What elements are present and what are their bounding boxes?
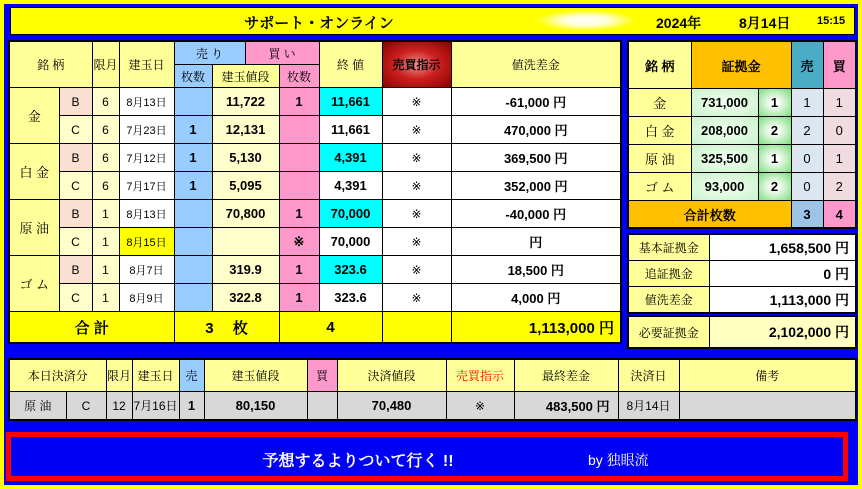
- contract-month-cell: 6: [92, 144, 119, 172]
- close-price-cell: 11,661: [319, 116, 382, 144]
- buy-qty-cell: 1: [279, 200, 319, 228]
- position-date-cell: 7月17日: [119, 172, 174, 200]
- col-header-buy: 買 い: [245, 41, 319, 65]
- buy-count-cell: 1: [823, 89, 856, 117]
- sell-qty-cell: 1: [174, 172, 212, 200]
- required-margin-row: [628, 316, 856, 348]
- settle-date-cell: 8月14日: [618, 392, 679, 421]
- settlement-table: [8, 358, 857, 421]
- commodity-name-cell: ゴ ム: [9, 256, 59, 312]
- buy-qty-cell: [279, 144, 319, 172]
- col-header-buy: 買: [823, 41, 856, 89]
- position-date-cell: 8月9日: [119, 284, 174, 312]
- col-header-contract-month: 限月: [92, 41, 119, 88]
- instruction-cell: ※: [382, 284, 451, 312]
- position-row-rubber-b: [9, 256, 621, 284]
- col-header-buy: 買: [307, 359, 337, 392]
- buy-count-cell: 1: [823, 145, 856, 173]
- sell-count-cell: 0: [791, 145, 823, 173]
- margin-amount-cell: 325,500: [691, 145, 758, 173]
- required-margin-label: 必要証拠金: [628, 316, 709, 348]
- margin-multiplier-cell: 1: [758, 145, 791, 173]
- sell-qty-cell: [174, 256, 212, 284]
- commodity-name-cell: ゴ ム: [628, 173, 691, 201]
- col-header-sell: 売 り: [174, 41, 245, 65]
- col-header-sell: 売: [179, 359, 204, 392]
- slogan-banner: [6, 432, 848, 481]
- sell-qty-cell: 1: [174, 116, 212, 144]
- series-cell: B: [59, 144, 92, 172]
- close-price-cell: 4,391: [319, 144, 382, 172]
- sell-qty-cell: [174, 228, 212, 256]
- col-header-position-price: 建玉値段: [212, 65, 279, 88]
- total-buy-qty: 4: [279, 312, 382, 344]
- mtm-pl-cell: 352,000 円: [451, 172, 621, 200]
- sell-count-cell: 1: [791, 89, 823, 117]
- close-price-cell: 4,391: [319, 172, 382, 200]
- slogan-text: 予想するよりついて行く !!: [262, 453, 454, 470]
- series-cell: C: [59, 284, 92, 312]
- credit-text: by 独眼流: [588, 452, 649, 468]
- commodity-name-cell: 白 金: [628, 117, 691, 145]
- positions-table: [8, 40, 622, 344]
- highlight-glow: [536, 10, 636, 31]
- position-price-cell: 12,131: [212, 116, 279, 144]
- sell-qty-cell: [174, 88, 212, 116]
- date-label: 8月14日: [739, 15, 791, 31]
- close-price-cell: 70,000: [319, 200, 382, 228]
- instruction-cell: ※: [446, 392, 514, 421]
- margin-row-platinum: [628, 117, 856, 145]
- col-header-today-settlement: 本日決済分: [9, 359, 106, 392]
- buy-qty-cell: 1: [279, 284, 319, 312]
- col-header-sell-qty: 枚数: [174, 65, 212, 88]
- total-instruction: [382, 312, 451, 344]
- position-date-cell: 8月7日: [119, 256, 174, 284]
- col-header-buy-qty: 枚数: [279, 65, 319, 88]
- instruction-cell: ※: [382, 200, 451, 228]
- sell-count-cell: 0: [791, 173, 823, 201]
- total-sell-qty: 3 枚: [174, 312, 279, 344]
- title-bar: [10, 7, 855, 35]
- summary-value: 1,113,000 円: [709, 287, 856, 314]
- settle-price-cell: 70,480: [337, 392, 446, 421]
- position-row-platinum-c: [9, 172, 621, 200]
- note-cell: [679, 392, 856, 421]
- col-header-sell: 売: [791, 41, 823, 89]
- summary-row-additional-margin: [628, 261, 856, 287]
- total-lots-label: 合計枚数: [628, 201, 791, 229]
- col-header-position-price: 建玉値段: [204, 359, 307, 392]
- final-pl-cell: 483,500 円: [514, 392, 618, 421]
- position-row-gold-c: [9, 116, 621, 144]
- time-label: 15:15: [817, 15, 846, 27]
- contract-month-cell: 12: [106, 392, 132, 421]
- position-price-cell: [212, 228, 279, 256]
- position-date-cell: 7月16日: [132, 392, 179, 421]
- year-label: 2024年: [656, 15, 702, 31]
- buy-qty-cell: [307, 392, 337, 421]
- sell-qty-cell: [174, 284, 212, 312]
- summary-value: 1,658,500 円: [709, 234, 856, 261]
- col-header-position-date: 建玉日: [132, 359, 179, 392]
- required-margin-value: 2,102,000 円: [709, 316, 856, 348]
- position-date-cell: 8月13日: [119, 88, 174, 116]
- commodity-name-cell: 金: [628, 89, 691, 117]
- position-row-oil-c: [9, 228, 621, 256]
- margin-multiplier-cell: 2: [758, 173, 791, 201]
- col-header-close: 終 値: [319, 41, 382, 88]
- required-margin-table: [627, 315, 857, 349]
- contract-month-cell: 6: [92, 116, 119, 144]
- summary-value: 0 円: [709, 261, 856, 287]
- col-header-mtm-pl: 値洗差金: [451, 41, 621, 88]
- commodity-name-cell: 白 金: [9, 144, 59, 200]
- instruction-cell: ※: [382, 172, 451, 200]
- position-price-cell: 5,095: [212, 172, 279, 200]
- sell-qty-cell: 1: [179, 392, 204, 421]
- position-date-cell: 7月12日: [119, 144, 174, 172]
- total-lots-row: [628, 201, 856, 229]
- commodity-name-cell: 金: [9, 88, 59, 144]
- series-cell: C: [59, 116, 92, 144]
- contract-month-cell: 6: [92, 172, 119, 200]
- margin-amount-cell: 93,000: [691, 173, 758, 201]
- settlement-row-oil: [9, 392, 856, 421]
- instruction-cell: ※: [382, 88, 451, 116]
- commodity-name-cell: 原 油: [628, 145, 691, 173]
- position-row-rubber-c: [9, 284, 621, 312]
- position-price-cell: 11,722: [212, 88, 279, 116]
- series-cell: B: [59, 256, 92, 284]
- buy-qty-cell: [279, 172, 319, 200]
- contract-month-cell: 6: [92, 88, 119, 116]
- col-header-note: 備考: [679, 359, 856, 392]
- buy-qty-cell: 1: [279, 256, 319, 284]
- col-header-position-date: 建玉日: [119, 41, 174, 88]
- col-header-margin: 証拠金: [691, 41, 791, 89]
- col-header-commodity: 銘 柄: [628, 41, 691, 89]
- mtm-pl-cell: 18,500 円: [451, 256, 621, 284]
- mtm-pl-cell: -61,000 円: [451, 88, 621, 116]
- position-date-cell: 8月13日: [119, 200, 174, 228]
- position-row-oil-b: [9, 200, 621, 228]
- total-sell-lots: 3: [791, 201, 823, 229]
- series-cell: C: [59, 228, 92, 256]
- series-cell: C: [66, 392, 106, 421]
- col-header-settle-date: 決済日: [618, 359, 679, 392]
- col-header-final-pl: 最終差金: [514, 359, 618, 392]
- position-price-cell: 80,150: [204, 392, 307, 421]
- trade-instruction-button[interactable]: 売買指示: [382, 41, 451, 88]
- margin-row-gold: [628, 89, 856, 117]
- col-header-settle-price: 決済値段: [337, 359, 446, 392]
- instruction-cell: ※: [382, 144, 451, 172]
- position-date-cell-highlighted: 8月15日: [119, 228, 174, 256]
- buy-count-cell: 0: [823, 117, 856, 145]
- margin-table: [627, 40, 857, 229]
- total-buy-lots: 4: [823, 201, 856, 229]
- series-cell: C: [59, 172, 92, 200]
- contract-month-cell: 1: [92, 200, 119, 228]
- series-cell: B: [59, 200, 92, 228]
- series-cell: B: [59, 88, 92, 116]
- position-row-gold-b: [9, 88, 621, 116]
- close-price-cell: 323.6: [319, 256, 382, 284]
- mtm-pl-cell: 470,000 円: [451, 116, 621, 144]
- margin-amount-cell: 731,000: [691, 89, 758, 117]
- instruction-cell: ※: [382, 116, 451, 144]
- summary-label: 基本証拠金: [628, 234, 709, 261]
- commodity-name-cell: 原 油: [9, 200, 59, 256]
- total-label: 合 計: [9, 312, 174, 344]
- sell-qty-cell: [174, 200, 212, 228]
- margin-amount-cell: 208,000: [691, 117, 758, 145]
- position-price-cell: 322.8: [212, 284, 279, 312]
- mtm-pl-cell: 4,000 円: [451, 284, 621, 312]
- buy-qty-cell: 1: [279, 88, 319, 116]
- instruction-cell: ※: [382, 256, 451, 284]
- col-header-commodity: 銘 柄: [9, 41, 92, 88]
- buy-count-cell: 2: [823, 173, 856, 201]
- close-price-cell: 11,661: [319, 88, 382, 116]
- mtm-pl-cell: -40,000 円: [451, 200, 621, 228]
- positions-total-row: [9, 312, 621, 344]
- summary-row-mtm-pl: [628, 287, 856, 314]
- margin-summary-table: [627, 233, 857, 314]
- position-price-cell: 70,800: [212, 200, 279, 228]
- close-price-cell: 323.6: [319, 284, 382, 312]
- sell-qty-cell: 1: [174, 144, 212, 172]
- mtm-pl-cell: 369,500 円: [451, 144, 621, 172]
- position-price-cell: 319.9: [212, 256, 279, 284]
- margin-row-rubber: [628, 173, 856, 201]
- position-row-platinum-b: [9, 144, 621, 172]
- margin-multiplier-cell: 2: [758, 117, 791, 145]
- contract-month-cell: 1: [92, 284, 119, 312]
- contract-month-cell: 1: [92, 256, 119, 284]
- buy-qty-cell: [279, 116, 319, 144]
- position-date-cell: 7月23日: [119, 116, 174, 144]
- close-price-cell: 70,000: [319, 228, 382, 256]
- summary-row-basic-margin: [628, 234, 856, 261]
- summary-label: 値洗差金: [628, 287, 709, 314]
- commodity-name-cell: 原 油: [9, 392, 66, 421]
- app-title: サポート・オンライン: [244, 15, 394, 32]
- mtm-pl-cell: 円: [451, 228, 621, 256]
- position-price-cell: 5,130: [212, 144, 279, 172]
- col-header-trade-instruction: 売買指示: [446, 359, 514, 392]
- summary-label: 追証拠金: [628, 261, 709, 287]
- total-mtm-pl: 1,113,000 円: [451, 312, 621, 344]
- sell-count-cell: 2: [791, 117, 823, 145]
- margin-row-oil: [628, 145, 856, 173]
- col-header-contract-month: 限月: [106, 359, 132, 392]
- margin-multiplier-cell: 1: [758, 89, 791, 117]
- buy-qty-cell: ※: [279, 228, 319, 256]
- instruction-cell: ※: [382, 228, 451, 256]
- contract-month-cell: 1: [92, 228, 119, 256]
